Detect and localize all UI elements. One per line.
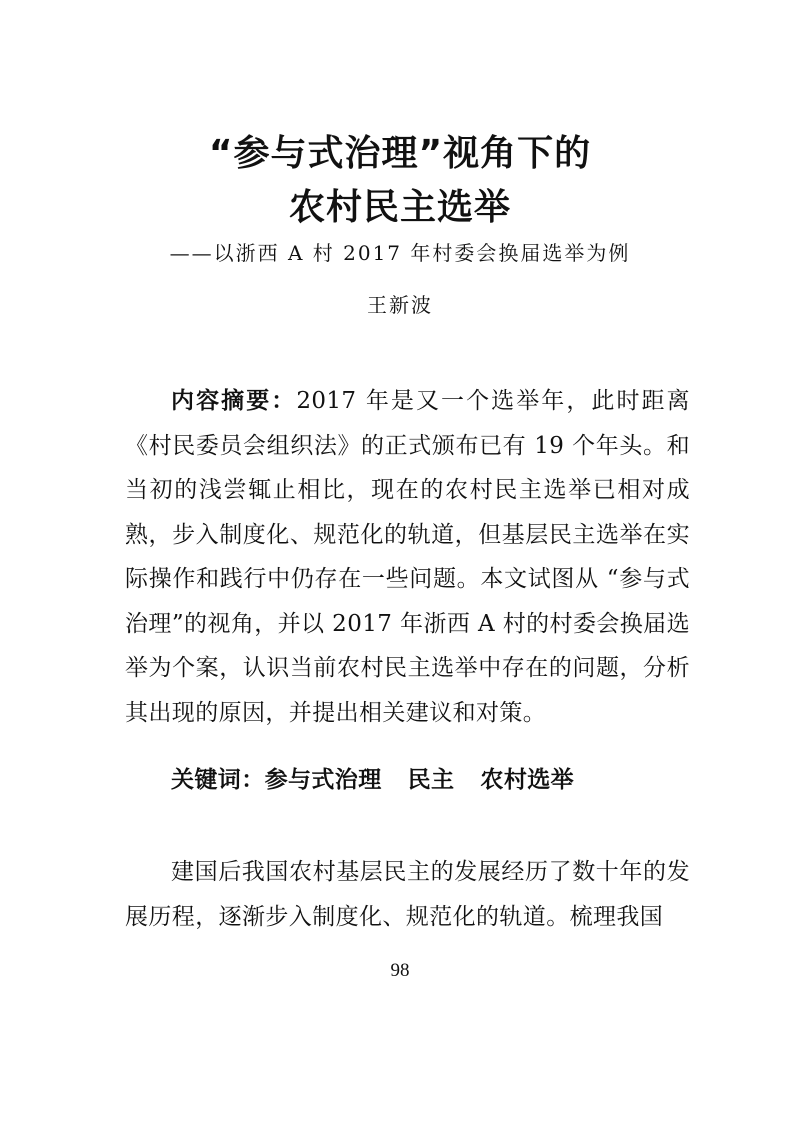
keyword-item: 民主	[407, 767, 455, 793]
abstract-text: 2017 年是又一个选举年，此时距离《村民委员会组织法》的正式颁布已有 19 个年头。和当初的浅尝辄止相比，现在的农村民主选举已相对成熟，步入制度化、规范化的轨道，但基层民主选举在实际操作和践行中仍存在一些问题。本文试图从 “参与式治理”的视角，并以 2017 年浙西 A 村的村委会换届选举为个案，认识当前农村民主选举中存在的问题，分析其出现的原因，并提出相关建议和对策。	[125, 388, 691, 726]
body-paragraph: 建国后我国农村基层民主的发展经历了数十年的发展历程，逐渐步入制度化、规范化的轨道。梳理我国	[125, 859, 690, 930]
article-title-line-1: “参与式治理”视角下的	[208, 133, 592, 174]
author-name: 王新波	[367, 293, 433, 317]
article-title-line-2: 农村民主选举	[288, 187, 511, 228]
article-subtitle: ——以浙西 A 村 2017 年村委会换届选举为例	[169, 241, 631, 265]
keywords-line	[171, 760, 691, 800]
abstract-paragraph	[125, 379, 690, 735]
keyword-item: 参与式治理	[264, 767, 382, 793]
abstract-label: 内容摘要：	[171, 388, 297, 414]
page-number: 98	[390, 960, 410, 981]
keyword-item: 农村选举	[480, 767, 575, 793]
keywords-label: 关键词：	[171, 767, 265, 793]
